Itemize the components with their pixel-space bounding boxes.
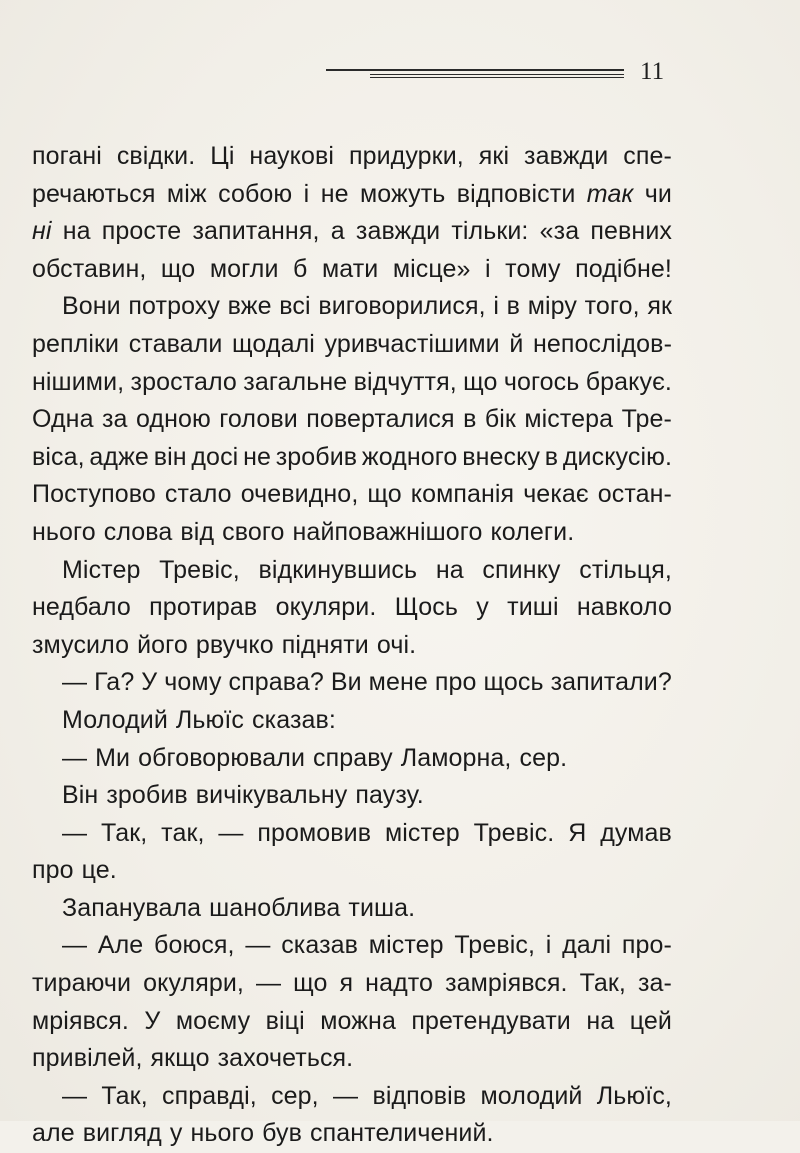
- word: відкинувшись: [258, 555, 418, 584]
- word: речаються: [32, 179, 156, 208]
- word: справді,: [162, 1081, 257, 1110]
- word: на: [62, 217, 91, 246]
- word: відчуття,: [353, 367, 457, 396]
- text-line: [32, 627, 672, 665]
- word: не: [243, 442, 271, 471]
- word: —: [62, 668, 88, 697]
- word: привілей,: [32, 1044, 143, 1073]
- text-line: [32, 514, 672, 552]
- text-line: [32, 326, 672, 364]
- text-line: [32, 890, 672, 928]
- word: непослідов-: [533, 329, 672, 358]
- word: нього: [32, 517, 96, 546]
- word: Вони: [62, 292, 121, 321]
- word: про: [32, 856, 74, 885]
- word: що: [160, 254, 196, 283]
- word: між: [166, 179, 207, 208]
- word: відповів: [372, 1081, 467, 1110]
- word: —: [62, 931, 88, 960]
- word: у: [169, 1119, 183, 1148]
- word: це.: [81, 856, 117, 885]
- word: Так,: [101, 1081, 148, 1110]
- word: просте: [101, 217, 182, 246]
- word: завжди: [355, 217, 441, 246]
- body-text: [32, 138, 672, 1153]
- word: мати: [321, 254, 379, 283]
- word: не: [320, 179, 349, 208]
- word: придурки,: [348, 142, 464, 170]
- word: про: [434, 668, 477, 697]
- word: Ці: [210, 142, 235, 170]
- word: свого: [222, 517, 285, 546]
- text-line: [32, 852, 672, 890]
- word: У: [144, 1006, 161, 1035]
- word: адже: [89, 442, 149, 471]
- word: всі: [279, 292, 311, 321]
- word: далі: [562, 931, 612, 960]
- text-line: [32, 552, 672, 590]
- word: про-: [621, 931, 672, 960]
- word: уривчастішими: [324, 329, 500, 358]
- word: чекає: [523, 480, 589, 509]
- word: за-: [637, 969, 672, 998]
- word: спантеличений.: [310, 1119, 494, 1148]
- word: обставин,: [32, 254, 147, 283]
- word: ні: [32, 217, 52, 246]
- word: Одна: [32, 405, 94, 434]
- word: навколо: [576, 593, 672, 622]
- word: які: [478, 142, 510, 170]
- word: Так,: [100, 818, 148, 847]
- word: Льюїс,: [596, 1081, 672, 1110]
- text-line: [32, 288, 672, 326]
- word: так: [586, 179, 634, 208]
- word: як: [647, 292, 672, 321]
- word: за: [102, 405, 128, 434]
- text-line: [32, 439, 672, 477]
- word: якщо: [150, 1044, 210, 1073]
- word: могли: [209, 254, 279, 283]
- word: окуляри,: [143, 969, 244, 998]
- word: очі.: [376, 630, 417, 659]
- word: бракує.: [585, 367, 672, 396]
- word: Я: [568, 818, 587, 847]
- word: голови: [219, 405, 298, 434]
- word: поверталися: [306, 405, 455, 434]
- word: тираючи: [32, 969, 132, 998]
- word: б: [293, 254, 308, 283]
- word: справа?: [228, 668, 324, 697]
- word: від: [180, 517, 215, 546]
- word: Але: [97, 931, 144, 960]
- text-line: [32, 176, 672, 214]
- text-line: [32, 1040, 672, 1078]
- word: сер.: [519, 743, 568, 772]
- word: відповісти: [456, 179, 576, 208]
- word: жодного: [361, 442, 458, 471]
- word: тиша.: [348, 893, 416, 922]
- word: стало: [164, 480, 232, 509]
- word: —: [218, 818, 244, 847]
- word: остан-: [597, 480, 672, 509]
- word: завжди: [524, 142, 609, 170]
- word: що: [463, 367, 498, 396]
- word: спе-: [623, 142, 672, 170]
- word: замріявся.: [445, 969, 568, 998]
- word: Молодий: [62, 705, 168, 734]
- word: що: [293, 969, 328, 998]
- word: Щось: [394, 593, 458, 622]
- word: віса,: [32, 442, 85, 471]
- word: протирав: [149, 593, 258, 622]
- word: в: [506, 292, 521, 321]
- word: Ви: [330, 668, 362, 697]
- word: і: [545, 931, 552, 960]
- word: підняти: [281, 630, 369, 659]
- header-rule: [326, 64, 626, 80]
- word: зробив: [106, 781, 188, 810]
- word: певних: [590, 217, 672, 246]
- word: паузу.: [355, 781, 424, 810]
- word: в: [544, 442, 559, 471]
- word: дискусію.: [562, 442, 672, 471]
- word: думав: [600, 818, 672, 847]
- text-line: [32, 702, 672, 740]
- word: Містер: [62, 555, 141, 584]
- word: досі: [191, 442, 239, 471]
- word: я: [339, 969, 354, 998]
- word: потроху: [128, 292, 220, 321]
- word: запитання,: [192, 217, 320, 246]
- word: подібне!: [575, 254, 672, 283]
- word: шаноблива: [209, 893, 341, 922]
- word: міру: [527, 292, 577, 321]
- word: чому: [164, 668, 222, 697]
- word: загальне: [243, 367, 348, 396]
- word: щодалі: [232, 329, 315, 358]
- text-line: [32, 138, 672, 176]
- text-line: [32, 251, 672, 289]
- word: а: [330, 217, 345, 246]
- word: недбало: [32, 593, 131, 622]
- word: Ламорна,: [400, 743, 512, 772]
- word: віці: [265, 1006, 305, 1035]
- text-line: [32, 476, 672, 514]
- word: —: [333, 1081, 359, 1110]
- word: мріявся.: [32, 1006, 129, 1035]
- word: сер,: [271, 1081, 319, 1110]
- word: Запанувала: [62, 893, 202, 922]
- word: надто: [365, 969, 434, 998]
- text-line: [32, 927, 672, 965]
- word: був: [262, 1119, 303, 1148]
- text-line: [32, 965, 672, 1003]
- word: вже: [227, 292, 272, 321]
- word: мене: [368, 668, 428, 697]
- word: тиші: [507, 593, 559, 622]
- word: одною: [135, 405, 211, 434]
- word: Тревіс,: [454, 931, 535, 960]
- word: цей: [629, 1006, 672, 1035]
- text-line: [32, 740, 672, 778]
- text-line: [32, 777, 672, 815]
- word: Так,: [579, 969, 626, 998]
- word: колеги.: [490, 517, 575, 546]
- text-line: [32, 1115, 672, 1153]
- word: найповажнішого: [292, 517, 483, 546]
- word: «за: [539, 217, 580, 246]
- word: вичікувальну: [195, 781, 348, 810]
- word: спинку: [482, 555, 561, 584]
- word: Льюїс: [175, 705, 245, 734]
- word: слова: [103, 517, 173, 546]
- word: —: [62, 1081, 88, 1110]
- word: щось: [483, 668, 544, 697]
- word: рвучко: [195, 630, 274, 659]
- word: тільки:: [451, 217, 529, 246]
- word: молодий: [480, 1081, 583, 1110]
- word: промовив: [257, 818, 372, 847]
- word: містер: [368, 931, 444, 960]
- word: зростало: [130, 367, 237, 396]
- word: але: [32, 1119, 75, 1148]
- rule-line-middle: [370, 74, 624, 75]
- text-line: [32, 815, 672, 853]
- word: нішими,: [32, 367, 125, 396]
- word: моєму: [175, 1006, 251, 1035]
- text-line: [32, 664, 672, 702]
- word: його: [137, 630, 188, 659]
- word: окуляри.: [275, 593, 377, 622]
- word: так,: [161, 818, 205, 847]
- word: Тревіс.: [473, 818, 555, 847]
- word: Тревіс,: [159, 555, 240, 584]
- text-line: [32, 364, 672, 402]
- page-number: 11: [640, 58, 665, 85]
- word: бік: [484, 405, 516, 434]
- word: можуть: [360, 179, 446, 208]
- text-line: [32, 1078, 672, 1116]
- word: в: [463, 405, 477, 434]
- word: свідки.: [116, 142, 196, 170]
- word: собою: [218, 179, 293, 208]
- word: виговорилися,: [318, 292, 486, 321]
- word: вигляд: [82, 1119, 162, 1148]
- word: захочеться.: [217, 1044, 354, 1073]
- word: на: [586, 1006, 615, 1035]
- text-line: [32, 401, 672, 439]
- word: того,: [584, 292, 640, 321]
- text-line: [32, 589, 672, 627]
- word: —: [255, 969, 282, 998]
- word: обговорювали: [138, 743, 306, 772]
- word: —: [62, 743, 88, 772]
- word: можна: [320, 1006, 396, 1035]
- word: ставали: [128, 329, 223, 358]
- word: тому: [505, 254, 561, 283]
- word: репліки: [32, 329, 120, 358]
- word: претендувати: [411, 1006, 571, 1035]
- word: —: [245, 931, 271, 960]
- word: чогось: [503, 367, 580, 396]
- word: погані: [32, 142, 102, 170]
- word: сказав: [281, 931, 359, 960]
- word: наукові: [249, 142, 335, 170]
- word: запитали?: [550, 668, 672, 697]
- word: —: [62, 818, 88, 847]
- word: чи: [644, 179, 672, 208]
- word: містер: [384, 818, 460, 847]
- rule-line-top: [326, 69, 624, 71]
- word: внеску: [462, 442, 540, 471]
- word: компанія: [410, 480, 515, 509]
- word: місце»: [392, 254, 471, 283]
- word: містера: [524, 405, 614, 434]
- text-line: [32, 1003, 672, 1041]
- word: Ми: [95, 743, 131, 772]
- word: і: [493, 292, 499, 321]
- word: очевидно,: [240, 480, 359, 509]
- word: нього: [190, 1119, 255, 1148]
- word: Він: [62, 781, 99, 810]
- word: зробив: [275, 442, 358, 471]
- word: Га?: [94, 668, 135, 697]
- word: він: [153, 442, 187, 471]
- word: сказав:: [252, 705, 336, 734]
- word: У: [141, 668, 158, 697]
- word: боюся,: [154, 931, 235, 960]
- word: й: [509, 329, 524, 358]
- word: на: [435, 555, 464, 584]
- word: справу: [313, 743, 393, 772]
- word: змусило: [32, 630, 130, 659]
- word: і: [303, 179, 310, 208]
- text-line: [32, 213, 672, 251]
- word: Поступово: [32, 480, 156, 509]
- word: Тре-: [621, 405, 672, 434]
- word: стільця,: [579, 555, 672, 584]
- word: що: [367, 480, 402, 509]
- rule-line-bottom: [370, 77, 624, 78]
- word: і: [485, 254, 491, 283]
- word: у: [476, 593, 489, 622]
